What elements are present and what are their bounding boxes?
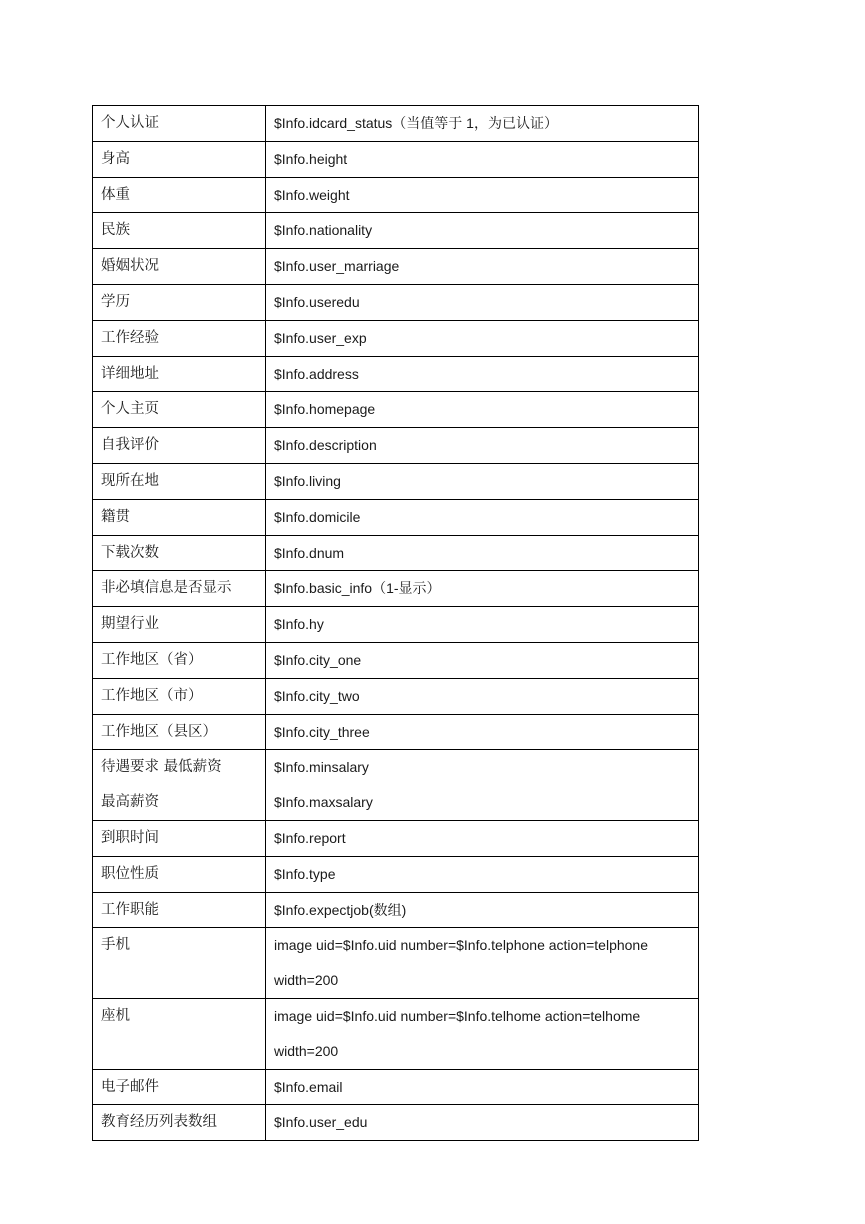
- field-label: 工作地区（县区）: [93, 714, 266, 750]
- table-row: [93, 1105, 699, 1141]
- field-label: 个人主页: [93, 392, 266, 428]
- field-value-line: $Info.maxsalary: [274, 794, 373, 811]
- field-label: 自我评价: [93, 428, 266, 464]
- field-mapping-table: [92, 105, 699, 1141]
- field-value: $Info.description: [266, 428, 699, 464]
- field-value: $Info.dnum: [266, 535, 699, 571]
- table-row: [93, 571, 699, 607]
- field-label: 手机: [93, 928, 266, 999]
- table-row: [93, 428, 699, 464]
- field-value-line: image uid=$Info.uid number=$Info.telphone action=telphone: [274, 937, 649, 954]
- field-label: 个人认证: [93, 106, 266, 142]
- field-value: $Info.basic_info（1-显示）: [266, 571, 699, 607]
- table-row: [93, 642, 699, 678]
- field-value: $Info.nationality: [266, 213, 699, 249]
- field-value: $Info.height: [266, 141, 699, 177]
- field-value: $Info.address: [266, 356, 699, 392]
- table-row: [93, 213, 699, 249]
- table-row: [93, 392, 699, 428]
- field-value: [266, 928, 699, 999]
- field-label: 工作职能: [93, 892, 266, 928]
- field-label: 籍贯: [93, 499, 266, 535]
- field-value: $Info.expectjob(数组): [266, 892, 699, 928]
- field-label: 现所在地: [93, 463, 266, 499]
- field-value-line: $Info.minsalary: [274, 759, 369, 776]
- table-row: [93, 714, 699, 750]
- field-value: $Info.city_two: [266, 678, 699, 714]
- field-label: 详细地址: [93, 356, 266, 392]
- field-value: [266, 998, 699, 1069]
- field-value: $Info.user_edu: [266, 1105, 699, 1141]
- field-value: $Info.living: [266, 463, 699, 499]
- table-row: [93, 284, 699, 320]
- field-label: 教育经历列表数组: [93, 1105, 266, 1141]
- field-label: 体重: [93, 177, 266, 213]
- field-label: 工作经验: [93, 320, 266, 356]
- table-row: [93, 820, 699, 856]
- field-label: 民族: [93, 213, 266, 249]
- field-label: 期望行业: [93, 607, 266, 643]
- table-row: [93, 856, 699, 892]
- table-body: [93, 106, 699, 1141]
- table-row: [93, 106, 699, 142]
- table-row: [93, 892, 699, 928]
- field-label: 职位性质: [93, 856, 266, 892]
- field-value: $Info.city_one: [266, 642, 699, 678]
- field-label: 座机: [93, 998, 266, 1069]
- field-label-line: 最高薪资: [101, 794, 159, 811]
- field-value: $Info.email: [266, 1069, 699, 1105]
- table-row: [93, 1069, 699, 1105]
- table-row: [93, 141, 699, 177]
- field-value: $Info.weight: [266, 177, 699, 213]
- field-label-line: 待遇要求 最低薪资: [101, 759, 222, 776]
- field-value-line: width=200: [274, 972, 339, 989]
- field-value: $Info.homepage: [266, 392, 699, 428]
- table-row: [93, 320, 699, 356]
- field-label: 工作地区（省）: [93, 642, 266, 678]
- field-label: 婚姻状况: [93, 249, 266, 285]
- field-value: $Info.user_marriage: [266, 249, 699, 285]
- field-label: [93, 750, 266, 821]
- field-value-line: image uid=$Info.uid number=$Info.telhome action=telhome: [274, 1007, 641, 1024]
- table-row: [93, 249, 699, 285]
- table-row: [93, 678, 699, 714]
- field-value: [266, 750, 699, 821]
- field-value: $Info.report: [266, 820, 699, 856]
- field-label: 学历: [93, 284, 266, 320]
- table-row: [93, 535, 699, 571]
- field-value: $Info.hy: [266, 607, 699, 643]
- field-value-line: width=200: [274, 1042, 339, 1059]
- field-label: 工作地区（市）: [93, 678, 266, 714]
- table-row: [93, 998, 699, 1069]
- table-row: [93, 607, 699, 643]
- field-value: $Info.user_exp: [266, 320, 699, 356]
- field-label: 身高: [93, 141, 266, 177]
- field-value: $Info.idcard_status（当值等于 1，为已认证）: [266, 106, 699, 142]
- table-row: [93, 463, 699, 499]
- field-label: 非必填信息是否显示: [93, 571, 266, 607]
- field-value: $Info.useredu: [266, 284, 699, 320]
- field-value: $Info.domicile: [266, 499, 699, 535]
- field-label: 到职时间: [93, 820, 266, 856]
- table-row: [93, 177, 699, 213]
- field-value: $Info.type: [266, 856, 699, 892]
- field-label: 电子邮件: [93, 1069, 266, 1105]
- table-row: [93, 356, 699, 392]
- field-label: 下载次数: [93, 535, 266, 571]
- table-row: [93, 928, 699, 999]
- table-row: [93, 750, 699, 821]
- table-row: [93, 499, 699, 535]
- field-value: $Info.city_three: [266, 714, 699, 750]
